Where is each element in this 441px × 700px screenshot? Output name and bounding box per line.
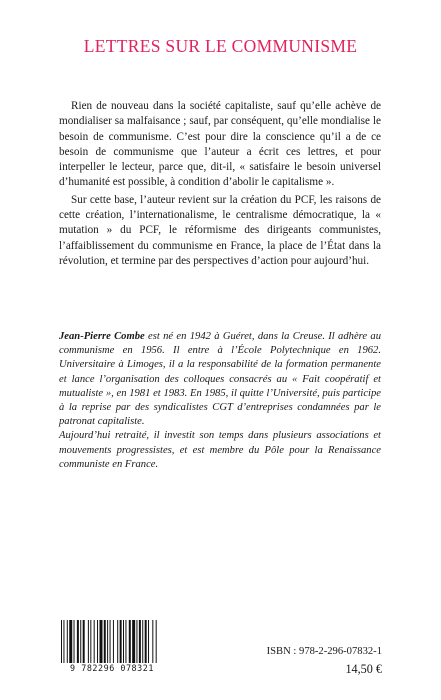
blurb-paragraph-2: Sur cette base, l’auteur revient sur la création du PCF, les raisons de cette création, l’internationalisme, le centralisme démocratique, la « mutation » du PCF, le réformisme des dirigeants communistes, l’affaiblissement du communisme en France, la place de l’État dans la révolution, et termine par des perspectives d’action pour aujourd’hui.: [59, 193, 381, 267]
isbn-number: ISBN : 978-2-296-07832-1: [266, 646, 382, 657]
price-label: 14,50 €: [345, 662, 382, 676]
book-title: LETTRES SUR LE COMMUNISME: [83, 36, 358, 56]
bio-paragraph-2: Aujourd’hui retraité, il investit son temps dans plusieurs associations et mouvements progressistes, et est membre du Pôle pour la Renaissance communiste en France.: [59, 430, 381, 470]
bio-paragraph-1-text: est né en 1942 à Guéret, dans la Creuse. Il adhère au communisme en 1956. Il entre à l’École Polytechnique en 1962. Universitaire à Limoges, il a la responsabilité de la formation permanente et lance l’organisation des colloques consacrés au « Fait coopératif et mutualiste », en 1981 et 1983. En 1985, il quitte l’Université, puis participe à la reprise par des syndicalistes CGT d’entreprises condamnées par le patronat capitaliste.: [59, 331, 381, 428]
barcode-bars-icon: [59, 620, 165, 664]
author-bio: [59, 330, 381, 472]
barcode: [59, 620, 165, 676]
author-name: Jean-Pierre Combe: [59, 331, 145, 342]
barcode-digits: 9 782296 078321: [59, 663, 165, 673]
blurb-paragraph-1: Rien de nouveau dans la société capitaliste, sauf qu’elle achève de mondialiser sa malfaisance ; sauf, par conséquent, qu’elle mondialise le besoin de communisme. C’est pour dire la conscience qu’il a de ce besoin de communisme que l’auteur a écrit ces lettres, et pour interpeller le lecteur, parce que, dit-il, « satisfaire le besoin universel d’humanité est possible, à condition d’abolir le capitalisme ».: [59, 100, 381, 189]
bio-paragraph-1: [59, 330, 381, 429]
back-cover-blurb: [59, 99, 381, 269]
